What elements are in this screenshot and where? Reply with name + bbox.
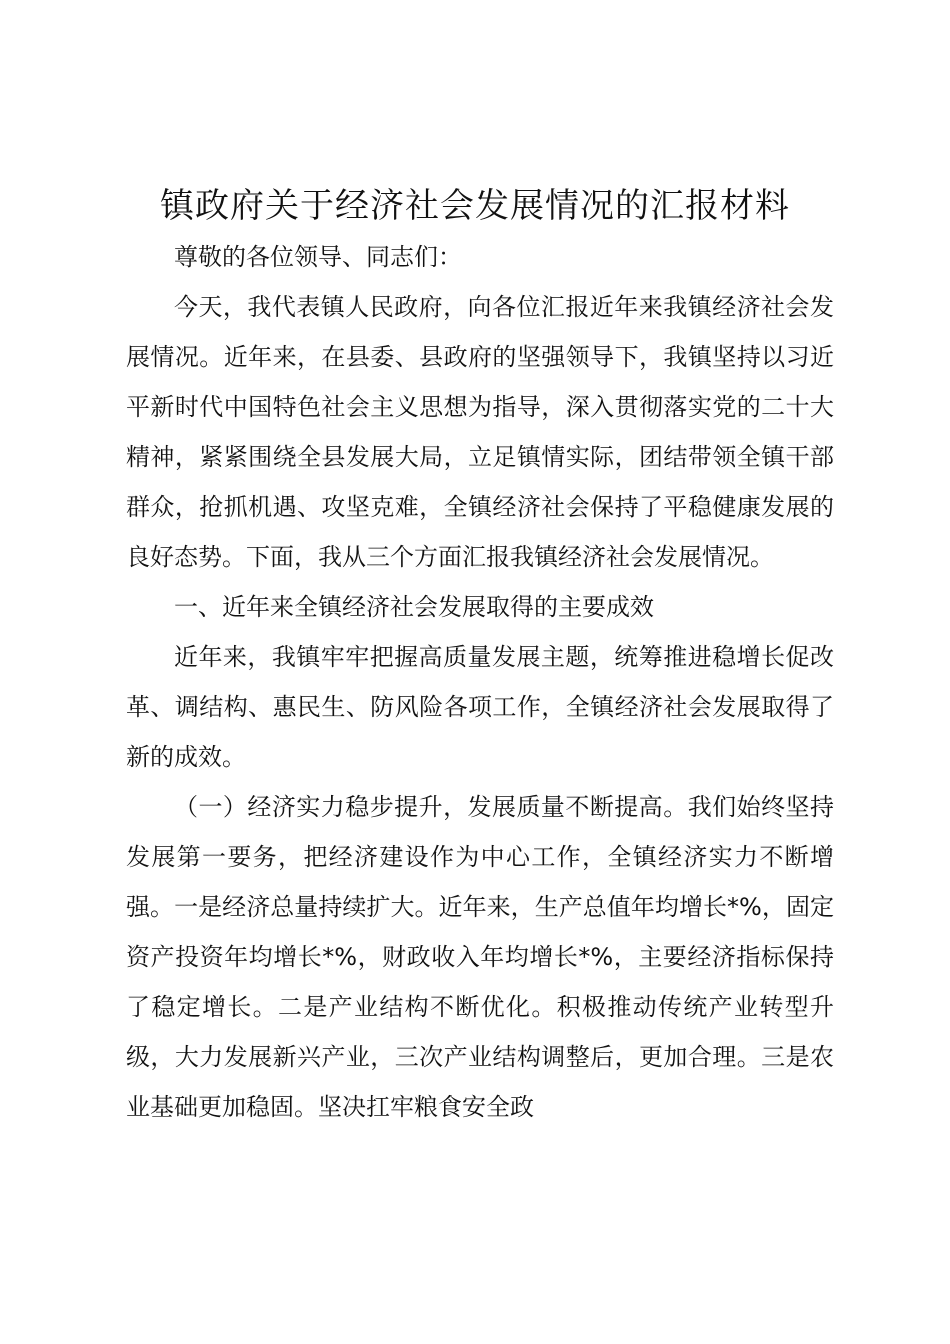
document-body [126, 232, 834, 1132]
document-title: 镇政府关于经济社会发展情况的汇报材料 [160, 186, 790, 226]
paragraph-intro: 今天，我代表镇人民政府，向各位汇报近年来我镇经济社会发展情况。近年来，在县委、县政府的坚强领导下，我镇坚持以习近平新时代中国特色社会主义思想为指导，深入贯彻落实党的二十大精神，紧紧围绕全县发展大局，立足镇情实际，团结带领全镇干部群众，抢抓机遇、攻坚克难，全镇经济社会保持了平稳健康发展的良好态势。下面，我从三个方面汇报我镇经济社会发展情况。 [126, 293, 834, 571]
paragraph-subsection-1: （一）经济实力稳步提升，发展质量不断提高。我们始终坚持发展第一要务，把经济建设作为中心工作，全镇经济实力不断增强。一是经济总量持续扩大。近年来，生产总值年均增长*%，固定资产投资年均增长*%，财政收入年均增长*%，主要经济指标保持了稳定增长。二是产业结构不断优化。积极推动传统产业转型升级，大力发展新兴产业，三次产业结构调整后，更加合理。三是农业基础更加稳固。坚决扛牢粮食安全政 [126, 793, 834, 1121]
paragraph-section-1-intro: 近年来，我镇牢牢把握高质量发展主题，统筹推进稳增长促改革、调结构、惠民生、防风险各项工作，全镇经济社会发展取得了新的成效。 [126, 643, 834, 771]
section-heading-1: 一、近年来全镇经济社会发展取得的主要成效 [174, 593, 654, 621]
salutation: 尊敬的各位领导、同志们： [174, 243, 462, 271]
